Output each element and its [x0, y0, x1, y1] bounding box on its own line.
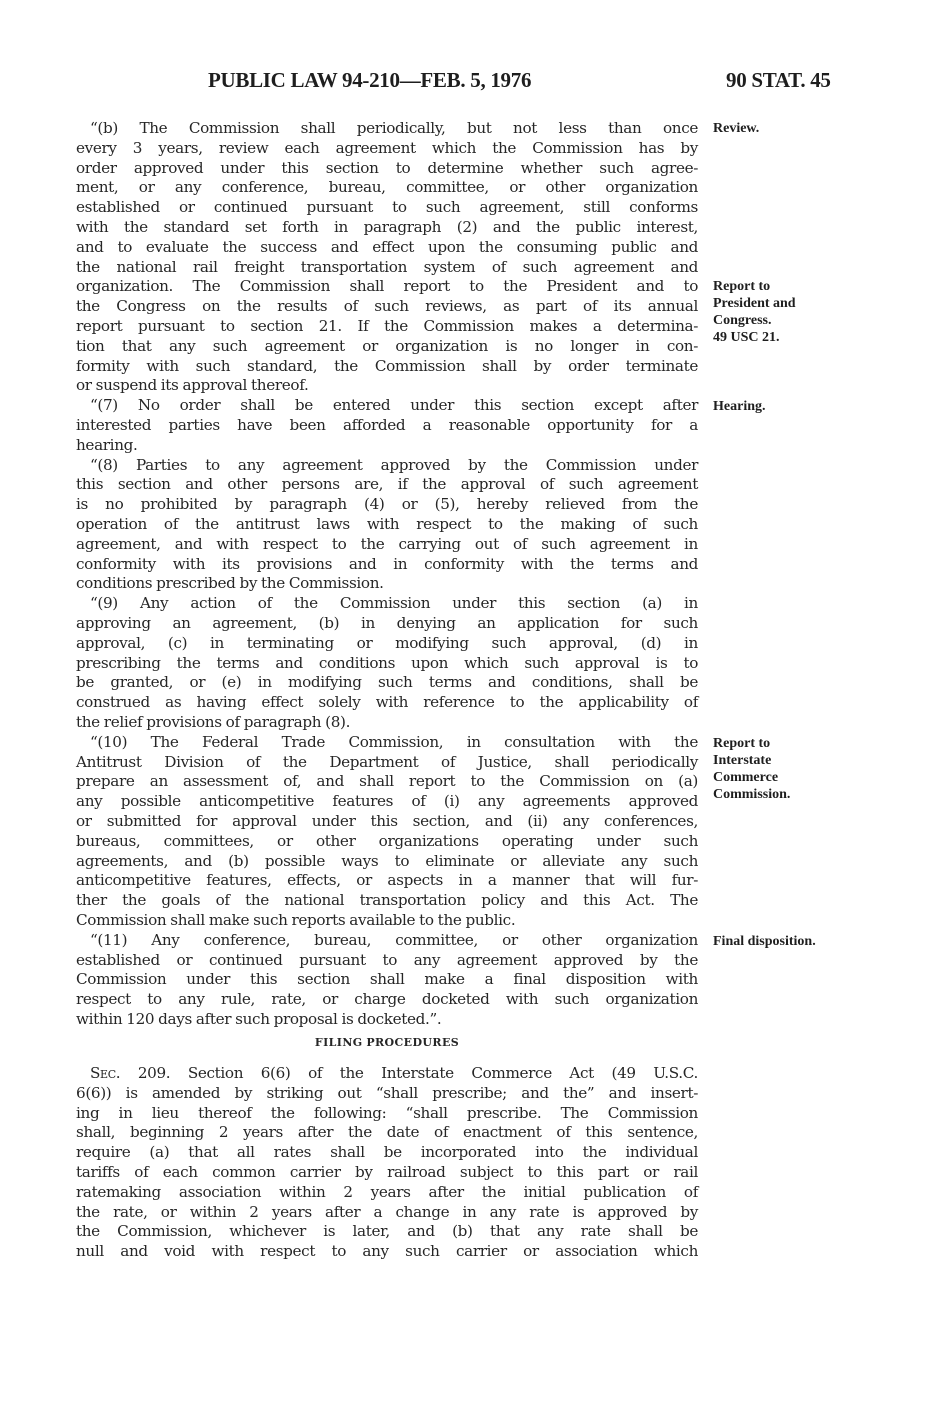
text-line: conformity with its provisions and in conformity with the terms and [76, 554, 698, 573]
text-line: is no prohibited by paragraph (4) or (5), hereby relieved from the [76, 495, 698, 514]
text-line: approval, (c) in terminating or modifying such approval, (d) in [76, 633, 698, 652]
running-head-stat-ref: 90 STAT. 45 [726, 68, 831, 92]
margin-note-hearing: Hearing. [713, 399, 766, 414]
text-line: “(8) Parties to any agreement approved by the Commission under [90, 455, 698, 474]
text-line: “(7) No order shall be entered under this section except after [90, 396, 698, 415]
text-line: “(9) Any action of the Commission under this section (a) in [90, 594, 698, 613]
text-line: within 120 days after such proposal is docketed.”. [76, 1010, 442, 1028]
text-line: ment, or any conference, bureau, committee, or other organization [76, 178, 698, 197]
text-line: conditions prescribed by the Commission. [76, 574, 384, 593]
text-line: the rate, or within 2 years after a change in any rate is approved by [76, 1202, 698, 1221]
text-line: interested parties have been afforded a reasonable opportunity for a [76, 416, 698, 434]
text-line: ther the goals of the national transportation policy and this Act. The [76, 891, 698, 910]
text-line: the Congress on the results of such reviews, as part of its annual [76, 297, 698, 316]
text-line: be granted, or (e) in modifying such terms and conditions, shall be [76, 673, 698, 692]
text-line: “(11) Any conference, bureau, committee, or other organization [90, 930, 698, 949]
text-line: construed as having effect solely with reference to the applicability of [76, 693, 698, 712]
text-line: 6(6)) is amended by striking out “shall prescribe; and the” and insert- [76, 1083, 698, 1102]
text-line: shall, beginning 2 years after the date of enactment of this sentence, [76, 1123, 698, 1142]
text-line: the Commission, whichever is later, and (b) that any rate shall be [76, 1222, 698, 1241]
text-line: Antitrust Division of the Department of Justice, shall periodically [76, 752, 698, 771]
text-line: organization. The Commission shall report to the President and to [76, 277, 698, 296]
text-line: respect to any rule, rate, or charge docketed with such organization [76, 990, 698, 1009]
text-line: formity with such standard, the Commission shall by order terminate [76, 356, 698, 375]
text-line: tion that any such agreement or organization is no longer in con- [76, 336, 698, 355]
text-line: tariffs of each common carrier by railroad subject to this part or rail [76, 1163, 698, 1181]
text-line: prepare an assessment of, and shall report to the Commission on (a) [76, 772, 698, 791]
text-line: report pursuant to section 21. If the Commission makes a determina- [76, 317, 698, 335]
text-line: operation of the antitrust laws with respect to the making of such [76, 515, 698, 533]
text-line: or suspend its approval thereof. [76, 376, 309, 395]
text-line: and to evaluate the success and effect upon the consuming public and [76, 237, 698, 256]
text-line: the relief provisions of paragraph (8). [76, 713, 351, 731]
text-line: hearing. [76, 435, 138, 454]
text-line: anticompetitive features, effects, or aspects in a manner that will fur- [76, 871, 698, 890]
text-line: every 3 years, review each agreement which the Commission has by [76, 138, 698, 157]
margin-note-final-disposition: Final disposition. [713, 934, 816, 949]
text-line: established or continued pursuant to any agreement approved by the [76, 950, 698, 969]
text-line: approving an agreement, (b) in denying an application for such [76, 614, 698, 632]
text-line: prescribing the terms and conditions upon which such approval is to [76, 653, 698, 672]
text-line: any possible anticompetitive features of (i) any agreements approved [76, 792, 698, 811]
text-line: “(10) The Federal Trade Commission, in consultation with the [90, 732, 698, 751]
text-line: Sec. 209. Section 6(6) of the Interstate Commerce Act (49 U.S.C. [90, 1064, 698, 1082]
text-line: agreements, and (b) possible ways to eliminate or alleviate any such [76, 851, 698, 870]
text-line: Commission under this section shall make a final disposition with [76, 970, 698, 989]
text-line: ratemaking association within 2 years after the initial publication of [76, 1182, 698, 1201]
margin-note-report-icc: Report to Interstate Commerce Commission. [713, 736, 791, 802]
text-line: null and void with respect to any such carrier or association which [76, 1242, 698, 1261]
text-line: require (a) that all rates shall be incorporated into the individual [76, 1143, 698, 1162]
margin-note-report-president-congress: Report to President and Congress. 49 USC 21. [713, 279, 796, 345]
text-line: order approved under this section to determine whether such agree- [76, 158, 698, 177]
text-line: the national rail freight transportation system of such agreement and [76, 257, 698, 276]
text-line: agreement, and with respect to the carrying out of such agreement in [76, 534, 698, 553]
text-line: this section and other persons are, if the approval of such agreement [76, 475, 698, 494]
running-head-title: PUBLIC LAW 94-210—FEB. 5, 1976 [208, 68, 532, 92]
text-line: bureaus, committees, or other organizations operating under such [76, 831, 698, 850]
section-heading: FILING PROCEDURES [314, 1036, 460, 1049]
text-line: ing in lieu thereof the following: “shall prescribe. The Commission [76, 1103, 698, 1122]
text-line: or submitted for approval under this section, and (ii) any conferences, [76, 812, 698, 830]
section-label: Sec. [90, 1064, 121, 1082]
text-line: “(b) The Commission shall periodically, but not less than once [90, 119, 698, 137]
text-line: established or continued pursuant to such agreement, still conforms [76, 198, 698, 217]
margin-note-review: Review. [713, 121, 760, 136]
text-line: with the standard set forth in paragraph (2) and the public interest, [76, 218, 698, 236]
text-line: Commission shall make such reports available to the public. [76, 911, 516, 929]
